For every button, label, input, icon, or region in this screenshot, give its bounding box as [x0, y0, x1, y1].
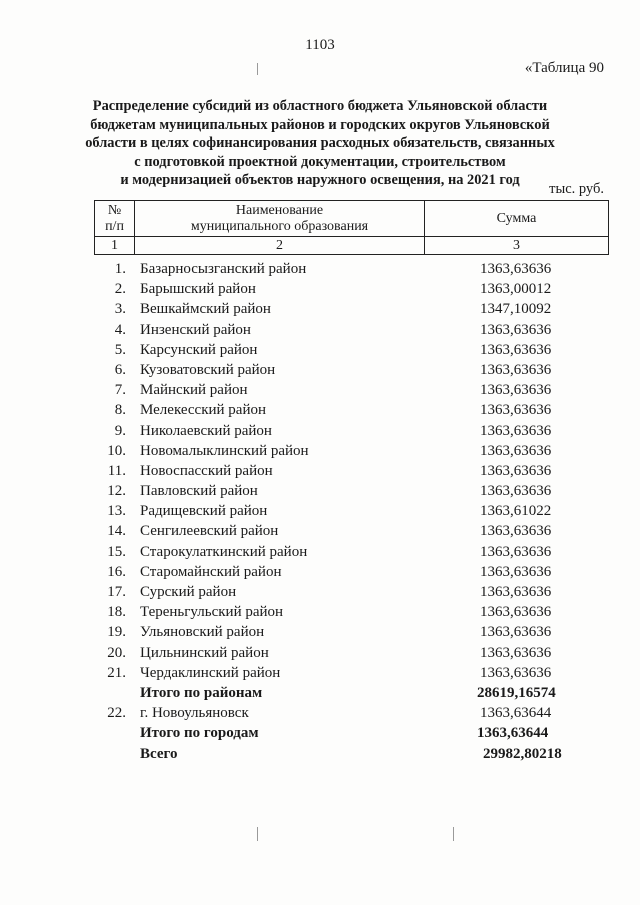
table-row [94, 340, 614, 360]
title-line: с подготовкой проектной документации, строительством [134, 153, 506, 170]
row-sum: 1363,63636 [480, 442, 552, 459]
row-number: 5. [114, 341, 126, 358]
row-name: Майнский район [140, 382, 248, 399]
row-name: Кузоватовский район [140, 361, 276, 378]
row-number: 22. [107, 705, 126, 722]
title-line: и модернизацией объектов наружного освещения, на 2021 год [120, 172, 520, 189]
table-row [94, 744, 614, 764]
row-sum: 1363,63636 [480, 563, 552, 580]
row-name: г. Новоульяновск [140, 705, 249, 722]
row-number: 1. [114, 261, 126, 277]
row-number: 7. [114, 382, 126, 399]
row-sum: 1363,63636 [480, 644, 552, 661]
column-number: 2 [135, 237, 425, 255]
table-body [94, 259, 614, 764]
row-name: Ульяновский район [140, 624, 265, 641]
row-number: 11. [107, 462, 126, 479]
table-row [94, 441, 614, 461]
row-number: 9. [114, 422, 126, 439]
row-sum: 1363,63636 [480, 462, 552, 479]
row-sum: 28619,16574 [477, 684, 556, 701]
row-number: 18. [107, 604, 126, 621]
row-sum: 1363,63636 [480, 584, 552, 600]
row-sum: 1363,63636 [480, 402, 552, 419]
row-name: Мелекесский район [140, 402, 267, 419]
row-name: Радищевский район [140, 503, 268, 520]
table-row [94, 320, 614, 340]
row-number: 21. [107, 664, 126, 681]
row-name: Тереньгульский район [140, 604, 284, 621]
row-sum: 1363,00012 [480, 281, 552, 298]
row-number: 14. [107, 523, 126, 540]
row-name: Новомалыклинский район [140, 442, 309, 459]
row-name: Итого по городам [140, 725, 259, 742]
scan-mark [257, 827, 258, 841]
table-row [94, 622, 614, 642]
row-number: 2. [114, 281, 126, 298]
row-number: 15. [107, 543, 126, 560]
row-sum: 1363,63636 [480, 483, 552, 500]
column-number: 3 [425, 237, 609, 255]
row-sum: 1363,63636 [480, 624, 552, 641]
row-name: Барышский район [140, 281, 256, 298]
row-number: 20. [107, 644, 126, 661]
row-sum: 1363,63636 [480, 422, 552, 439]
column-number: 1 [95, 237, 135, 255]
table-row [94, 380, 614, 400]
row-number: 17. [107, 584, 126, 600]
row-sum: 1363,63636 [480, 382, 552, 399]
row-name: Павловский район [140, 483, 258, 500]
document-title [0, 97, 640, 190]
row-name: Карсунский район [140, 341, 258, 358]
title-line: Распределение субсидий из областного бюджета Ульяновской области [92, 98, 548, 114]
table-row [94, 542, 614, 562]
table-row [94, 643, 614, 663]
row-number: 13. [107, 503, 126, 520]
table-row [94, 663, 614, 683]
row-sum: 1363,63644 [477, 725, 549, 742]
table-row [94, 299, 614, 319]
row-name: Итого по районам [140, 684, 263, 701]
row-name: Вешкаймский район [140, 301, 271, 318]
row-sum: 1363,61022 [480, 503, 552, 520]
title-line: бюджетам муниципальных районов и городских округов Ульяновской [90, 116, 550, 133]
title-line: области в целях софинансирования расходных обязательств, связанных [85, 135, 555, 152]
table-row [94, 501, 614, 521]
row-sum: 29982,80218 [483, 745, 562, 762]
row-name: Николаевский район [140, 422, 272, 439]
table-row [94, 259, 614, 279]
row-sum: 1363,63636 [480, 543, 552, 560]
row-number: 19. [107, 624, 126, 641]
table-row [94, 421, 614, 441]
row-number: 16. [107, 563, 126, 580]
table-row [94, 562, 614, 582]
row-sum: 1363,63636 [480, 341, 552, 358]
row-sum: 1363,63644 [480, 705, 552, 722]
scan-mark [453, 827, 454, 841]
row-name: Новоспасский район [140, 462, 273, 479]
row-sum: 1363,63636 [480, 664, 552, 681]
row-number: 4. [114, 321, 126, 338]
row-sum: 1347,10092 [480, 301, 552, 318]
row-name: Старокулаткинский район [140, 543, 308, 560]
row-number: 10. [107, 442, 126, 459]
header-name: Наименование муниципального образования [135, 201, 425, 237]
table-header [94, 200, 609, 255]
table-row [94, 703, 614, 723]
row-name: Инзенский район [140, 321, 251, 338]
row-sum: 1363,63636 [480, 361, 552, 378]
table-row [94, 279, 614, 299]
table-row [94, 400, 614, 420]
header-sum: Сумма [425, 201, 609, 237]
row-sum: 1363,63636 [480, 321, 552, 338]
unit-label: тыс. руб. [549, 181, 604, 197]
table-row [94, 521, 614, 541]
row-name: Базарносызганский район [140, 261, 307, 277]
row-sum: 1363,63636 [480, 261, 552, 277]
row-name: Сурский район [140, 584, 237, 600]
header-num: № п/п [95, 201, 135, 237]
table-row [94, 723, 614, 743]
row-number: 6. [114, 361, 126, 378]
table-row [94, 683, 614, 703]
row-sum: 1363,63636 [480, 523, 552, 540]
scan-mark [257, 63, 258, 75]
table-row [94, 602, 614, 622]
page-number: 1103 [305, 37, 335, 53]
table-row [94, 582, 614, 602]
row-name: Чердаклинский район [140, 664, 281, 681]
row-number: 3. [114, 301, 126, 318]
row-name: Всего [140, 745, 178, 762]
table-label: «Таблица 90 [524, 60, 604, 76]
row-sum: 1363,63636 [480, 604, 552, 621]
row-name: Цильнинский район [140, 644, 269, 661]
row-name: Сенгилеевский район [140, 523, 279, 540]
table-row [94, 481, 614, 501]
row-number: 12. [107, 483, 126, 500]
row-number: 8. [114, 402, 126, 419]
table-row [94, 461, 614, 481]
table-row [94, 360, 614, 380]
row-name: Старомайнский район [140, 563, 282, 580]
